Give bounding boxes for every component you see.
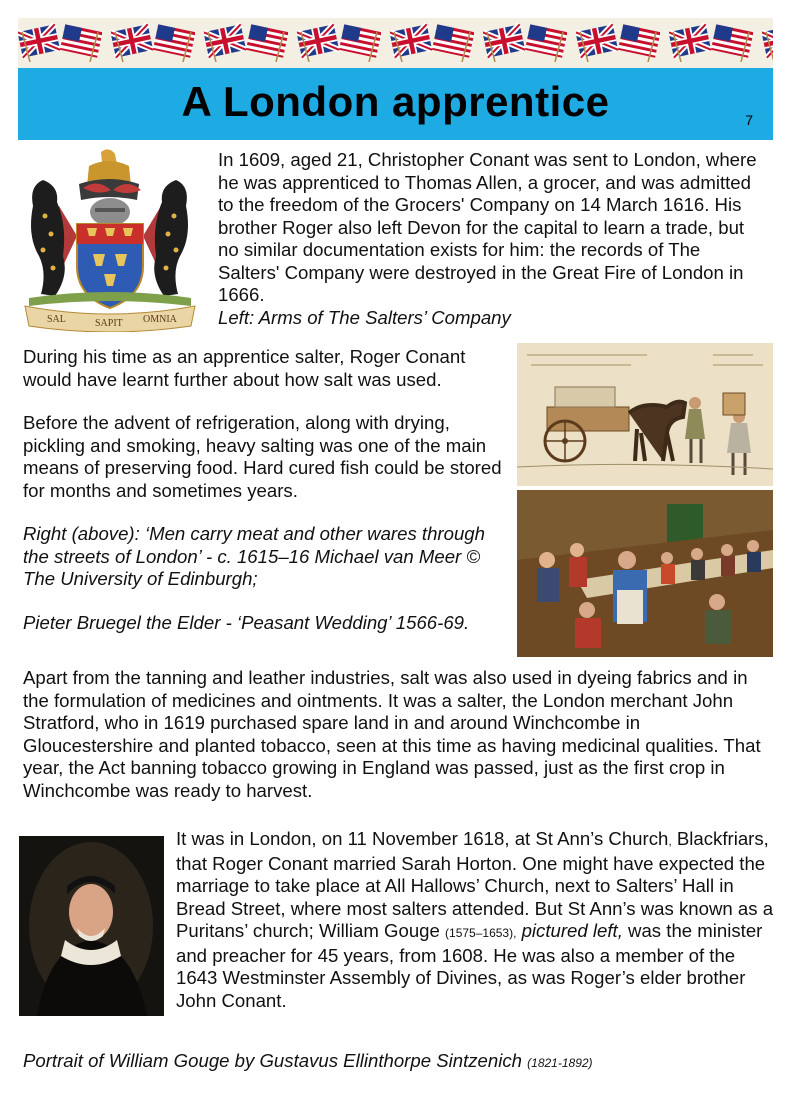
intro-paragraph: In 1609, aged 21, Christopher Conant was sent to London, where he was apprenticed to Thomas Allen, a grocer, and was admitted to the freedom of the Grocers' Company on 14 March 1616. His brother Roger also left Devon for the capital to learn a trade, but no similar documentation exists for him: the records of The Salters' Company were destroyed in the Great Fire of London in 1666. — [218, 149, 757, 305]
union-jack-icon — [297, 22, 339, 62]
flag-banner — [18, 18, 773, 68]
william-gouge-portrait — [19, 836, 164, 1016]
union-jack-icon — [390, 22, 432, 62]
salt-uses-block — [23, 667, 775, 802]
union-jack-icon — [762, 22, 773, 62]
us-flag-icon — [246, 22, 288, 62]
flag-pair — [204, 20, 290, 66]
union-jack-icon — [204, 22, 246, 62]
peasant-wedding-image — [517, 490, 773, 657]
us-flag-icon — [618, 22, 660, 62]
apprentice-block — [23, 346, 511, 634]
union-jack-icon — [111, 22, 153, 62]
flag-pair — [576, 20, 662, 66]
wedding-image-caption: Pieter Bruegel the Elder - ‘Peasant Wedding’ 1566-69. — [23, 611, 470, 633]
marriage-paragraph — [176, 828, 774, 1012]
union-jack-icon — [483, 22, 525, 62]
us-flag-icon — [339, 22, 381, 62]
portrait-caption — [23, 1050, 775, 1075]
flag-pair — [483, 20, 569, 66]
page-title: A London apprentice — [181, 78, 610, 125]
marriage-text-c: was the minister and preacher for 45 years, from 1608. He was also a member of the 1643 Westminster Assembly of Divines, as was Roger’s elder brother John Conant. — [176, 920, 763, 1011]
refrigeration-paragraph: Before the advent of refrigeration, along with drying, pickling and smoking, heavy salting was one of the main means of preserving food. Hard cured fish could be stored for months and sometimes years. — [23, 412, 502, 501]
flag-pair — [669, 20, 755, 66]
us-flag-icon — [432, 22, 474, 62]
flag-pair — [111, 20, 197, 66]
portrait-caption-dates: (1821-1892) — [527, 1056, 593, 1070]
union-jack-icon — [576, 22, 618, 62]
page-number: 7 — [745, 112, 753, 128]
flag-pair — [390, 20, 476, 66]
marriage-text-b: Blackfriars, that Roger Conant married Sarah Horton. One might have expected the marriage to take place at All Hallows’ Church, next to Salters’ Hall in Bread Street, where most salters attended. But St Ann’s was known as a Puritans’ church; William Gouge — [176, 828, 774, 941]
gouge-dates: (1575–1653), — [445, 926, 517, 940]
motto-sapit: SAPIT — [95, 318, 123, 329]
portrait-caption-block — [23, 1050, 775, 1075]
flag-pair — [18, 20, 104, 66]
salt-uses-paragraph: Apart from the tanning and leather industries, salt was also used in dyeing fabrics and in the formulation of medicines and ointments. It was a salter, the London merchant John Stratford, who in 1619 purchased spare land in and around Winchcombe in Gloucestershire and planted tobacco, seen at this time as having medicinal qualities. That year, the Act banning tobacco growing in England was passed, just as the first crop in Winchcombe was ready to harvest. — [23, 667, 761, 801]
marriage-text-a: It was in London, on 11 November 1618, at St Ann’s Church — [176, 828, 669, 849]
intro-block — [218, 149, 758, 329]
title-bar — [18, 68, 773, 140]
motto-omnia: OMNIA — [143, 314, 177, 325]
us-flag-icon — [711, 22, 753, 62]
marriage-block — [176, 828, 774, 1012]
marriage-comma: , — [668, 834, 672, 848]
portrait-caption-text: Portrait of William Gouge by Gustavus Ellinthorpe Sintzenich — [23, 1050, 528, 1071]
flag-pair — [297, 20, 383, 66]
street-scene-image — [517, 343, 773, 486]
apprentice-paragraph: During his time as an apprentice salter, Roger Conant would have learnt further about how salt was used. — [23, 346, 466, 390]
street-image-caption: Right (above): ‘Men carry meat and other wares through the streets of London’ - c. 1615–16 Michael van Meer © The University of Edinburgh; — [23, 523, 485, 589]
pictured-left: pictured left, — [516, 920, 623, 941]
us-flag-icon — [525, 22, 567, 62]
arms-caption: Left: Arms of The Salters’ Company — [218, 306, 511, 328]
union-jack-icon — [18, 22, 60, 62]
salters-arms-image — [19, 146, 200, 332]
flag-pair — [762, 20, 773, 66]
motto-sal: SAL — [47, 314, 66, 325]
union-jack-icon — [669, 22, 711, 62]
us-flag-icon — [153, 22, 195, 62]
us-flag-icon — [60, 22, 102, 62]
